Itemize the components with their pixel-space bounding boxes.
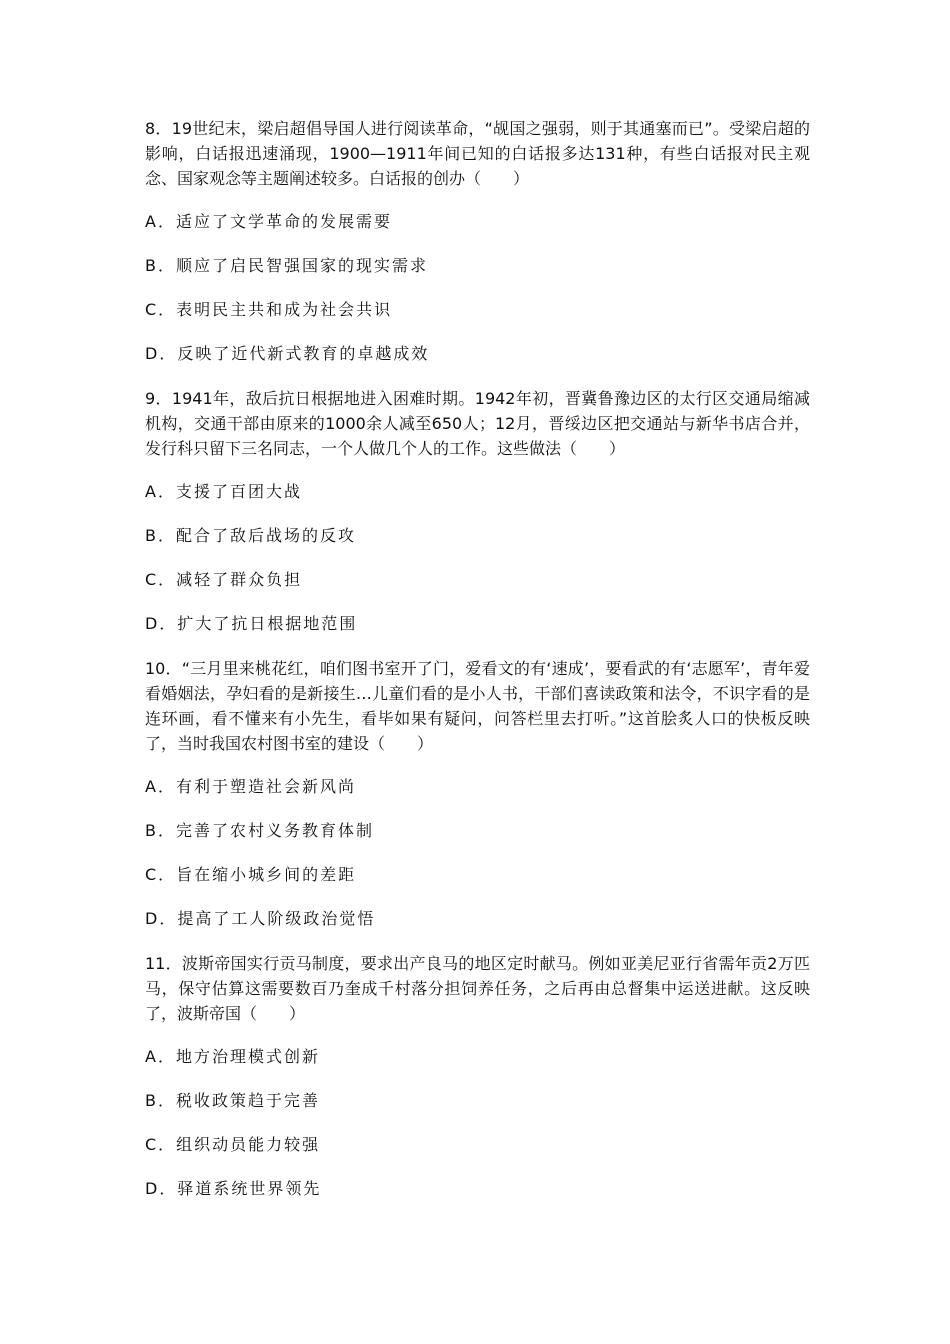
- option-b: B．配合了敌后战场的反攻: [145, 526, 356, 545]
- option-a: A．地方治理模式创新: [145, 1047, 320, 1066]
- option-a: A．支援了百团大战: [145, 482, 302, 501]
- option-d: D．提高了工人阶级政治觉悟: [145, 909, 376, 928]
- option-c: C．组织动员能力较强: [145, 1135, 321, 1154]
- question-stem: 11．波斯帝国实行贡马制度，要求出产良马的地区定时献马。例如亚美尼亚行省需年贡2万匹马，保守估算这需要数百乃奎成千村落分担饲养任务，之后再由总督集中运送进献。这反映了，波斯帝国（ ）: [145, 954, 810, 1023]
- option-b: B．税收政策趋于完善: [145, 1091, 320, 1110]
- option-d: D．反映了近代新式教育的卓越成效: [145, 344, 430, 363]
- question-stem: 8．19世纪末，梁启超倡导国人进行阅读革命，“觇国之强弱，则于其通塞而已”。受梁启超的影响，白话报迅速涌现，1900—1911年间已知的白话报多达131种，有些白话报对民主观念、国家观念等主题阐述较多。白话报的创办（ ）: [145, 119, 810, 188]
- option-b: B．完善了农村义务教育体制: [145, 821, 374, 840]
- option-b: B．顺应了启民智强国家的现实需求: [145, 256, 428, 275]
- option-d: D．扩大了抗日根据地范围: [145, 614, 358, 633]
- question-stem: 9．1941年，敌后抗日根据地进入困难时期。1942年初，晋冀鲁豫边区的太行区交通局缩减机构，交通干部由原来的1000余人减至650人；12月，晋绥边区把交通站与新华书店合并，发行科只留下三名同志，一个人做几个人的工作。这些做法（ ）: [145, 389, 810, 458]
- option-c: C．旨在缩小城乡间的差距: [145, 865, 357, 884]
- option-c: C．表明民主共和成为社会共识: [145, 300, 393, 319]
- question-8: [145, 116, 810, 191]
- option-d: D．驿道系统世界领先: [145, 1179, 322, 1198]
- option-a: A．适应了文学革命的发展需要: [145, 212, 392, 231]
- question-10: [145, 656, 810, 756]
- question-9: [145, 386, 810, 461]
- question-11: [145, 951, 810, 1026]
- option-c: C．减轻了群众负担: [145, 570, 303, 589]
- option-a: A．有利于塑造社会新风尚: [145, 777, 356, 796]
- question-stem: 10．“三月里来桃花红，咱们图书室开了门，爱看文的有‘速成’，要看武的有‘志愿军’，青年爱看婚姻法，孕妇看的是新接生…儿童们看的是小人书，干部们喜读政策和法令，不识字看的是连环画，看不懂来有小先生，看毕如果有疑问，问答栏里去打听。”这首脍炙人口的快板反映了，当时我国农村图书室的建设（ ）: [145, 659, 810, 753]
